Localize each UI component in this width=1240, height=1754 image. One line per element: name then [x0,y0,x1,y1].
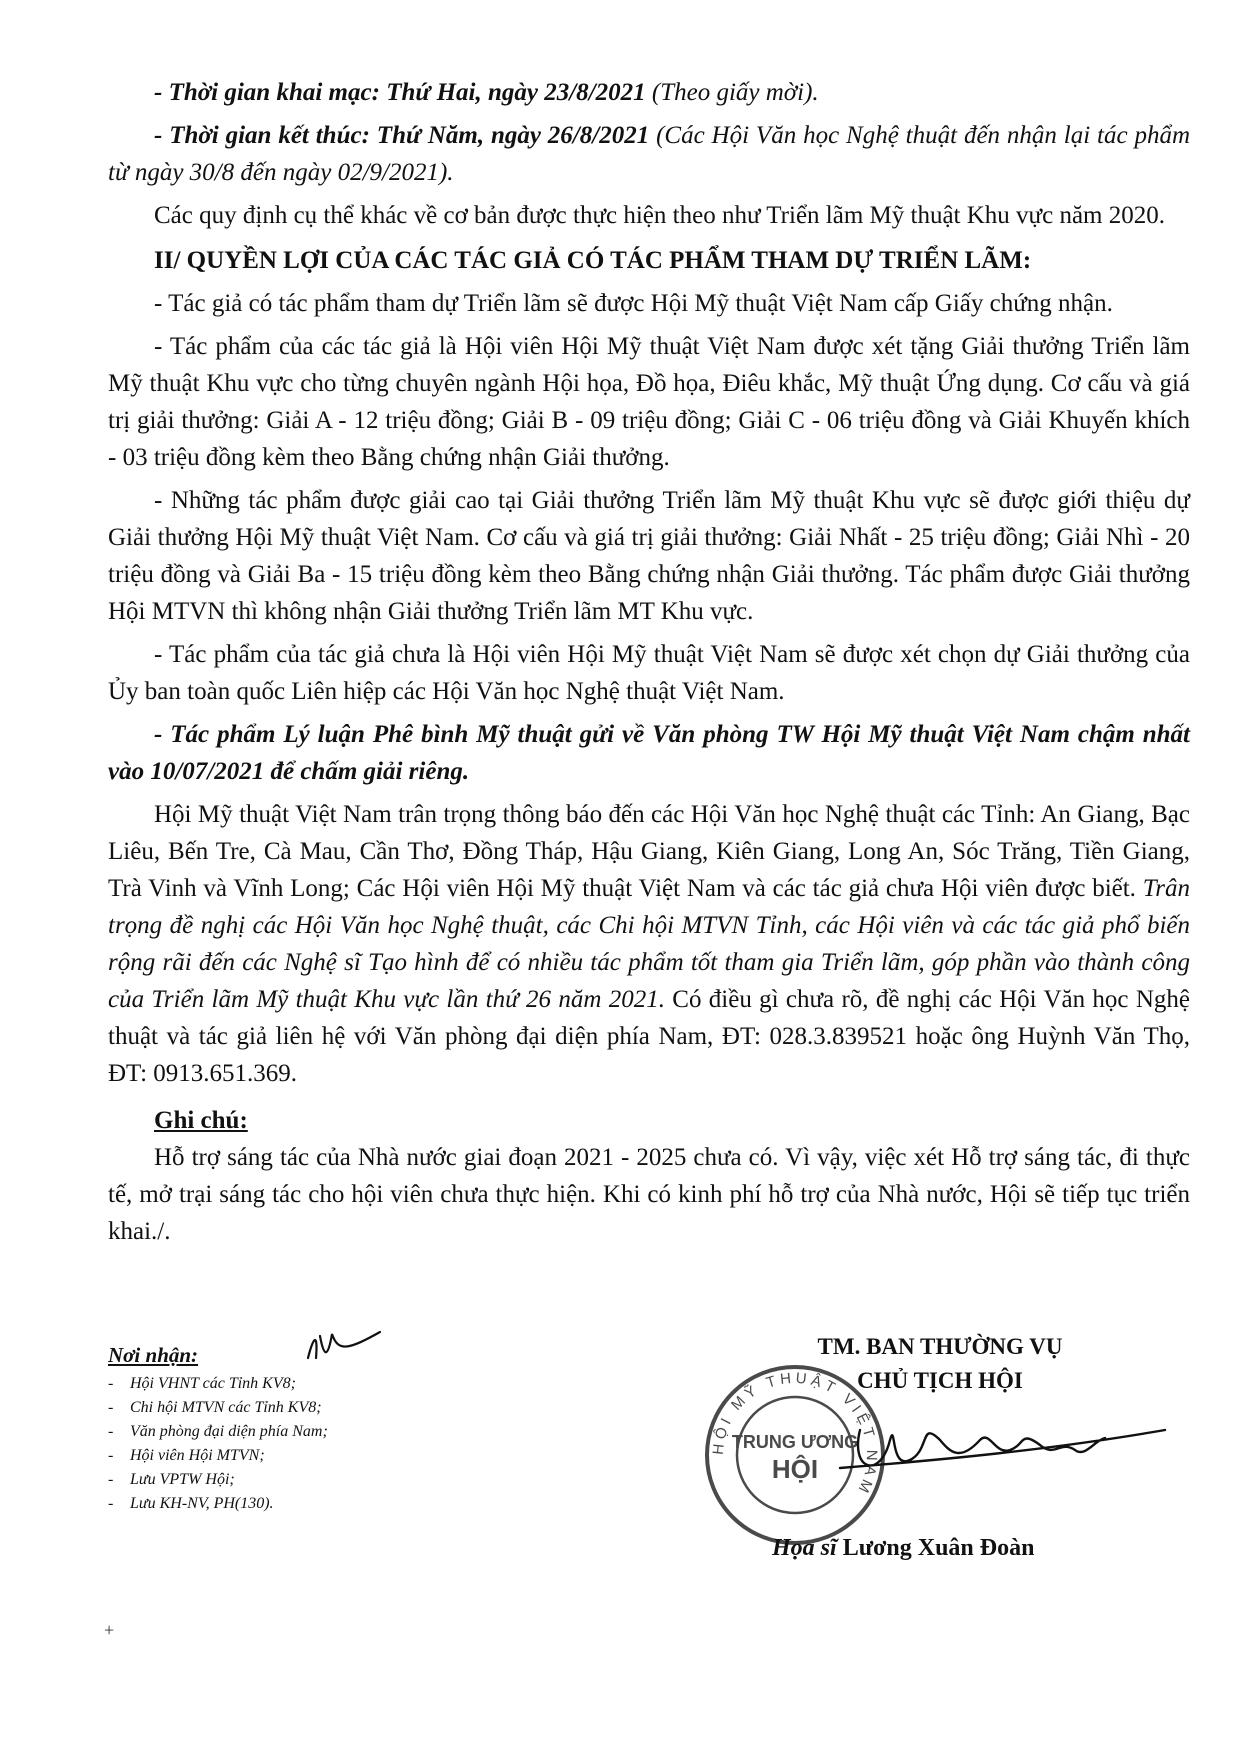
seal-center-text-2: HỘI [771,1454,819,1484]
closing-time-note: (Các Hội Văn học Nghệ thuật đến nhận lại tác phẩm từ ngày 30/8 đến ngày 02/9/2021). [108,122,1191,186]
benefit-paragraph-1: - Tác giả có tác phẩm tham dự Triển lãm sẽ được Hội Mỹ thuật Việt Nam cấp Giấy chứng nhận. [154,290,1113,317]
recipient-item: - Lưu KH-NV, PH(130). [108,1492,528,1516]
section-heading: II/ QUYỀN LỢI CỦA CÁC TÁC GIẢ CÓ TÁC PHẨM THAM DỰ TRIỂN LÃM: [154,247,1032,274]
document-body [108,74,1190,1250]
recipient-item: - Chi hội MTVN các Tỉnh KV8; [108,1396,528,1420]
signer-fullname: Lương Xuân Đoàn [842,1535,1035,1561]
closing-time-date: Thứ Năm, ngày 26/8/2021 [376,122,650,149]
opening-time-paragraph [108,74,1190,111]
closing-time-paragraph [108,117,1190,191]
stray-mark: + [104,1620,115,1640]
recipients-title: Nơi nhận: [108,1343,199,1367]
handwritten-signature-icon [820,1400,1170,1500]
signer-name [772,1530,1034,1567]
note-title: Ghi chú: [154,1107,248,1134]
signature-title-line-1: TM. BAN THƯỜNG VỤ [817,1334,1063,1359]
opening-time-label: - Thời gian khai mạc: [154,79,380,106]
seal-center-text-1: TRUNG ƯƠNG [731,1432,859,1452]
benefit-paragraph-3: - Những tác phẩm được giải cao tại Giải thưởng Triển lãm Mỹ thuật Khu vực sẽ được giới thiệu dự Giải thưởng Hội Mỹ thuật Việt Nam. Cơ cấu và giá trị giải thưởng: Giải Nhất - 25 triệu đồng; Giải Nhì - 20 triệu đồng và Giải Ba - 15 triệu đồng kèm theo Bằng chứng nhận Giải thưởng. Tác phẩm được Giải thưởng Hội MTVN thì không nhận Giải thưởng Triển lãm MT Khu vực. [108,487,1190,625]
signature-title [790,1330,1090,1398]
benefit-paragraph-4: - Tác phẩm của tác giả chưa là Hội viên Hội Mỹ thuật Việt Nam sẽ được xét chọn dự Giải thưởng của Ủy ban toàn quốc Liên hiệp các Hội Văn học Nghệ thuật Việt Nam. [108,641,1190,705]
notice-part-2: Trân trọng đề nghị các Hội Văn học Nghệ thuật, các Chi hội MTVN Tỉnh, các Hội viên và các tác giả phổ biến rộng rãi đến các Nghệ sĩ Tạo hình để có nhiều tác phẩm tốt tham gia Triển lãm, góp phần vào thành công của Triển lãm Mỹ thuật Khu vực lần thứ 26 năm 2021. [108,875,1190,1013]
opening-time-note: (Theo giấy mời). [651,79,819,106]
recipient-item: - Hội VHNT các Tỉnh KV8; [108,1372,528,1396]
signature-block [700,1330,1180,1590]
benefit-paragraph-2: - Tác phẩm của các tác giả là Hội viên Hội Mỹ thuật Việt Nam được xét tặng Giải thưởng Triển lãm Mỹ thuật Khu vực cho từng chuyên ngành Hội họa, Đồ họa, Điêu khắc, Mỹ thuật Ứng dụng. Cơ cấu và giá trị giải thưởng: Giải A - 12 triệu đồng; Giải B - 09 triệu đồng; Giải C - 06 triệu đồng và Giải Khuyến khích - 03 triệu đồng kèm theo Bằng chứng nhận Giải thưởng. [108,333,1190,471]
seal-ring-text: HỘI MỸ THUẬT VIỆT NAM [709,1369,881,1499]
signer-prefix: Họa sĩ [772,1535,837,1561]
notice-paragraph [108,796,1190,1092]
recipients-block [108,1340,528,1516]
notice-part-3: Có điều gì chưa rõ, đề nghị các Hội Văn học Nghệ thuật và tác giả liên hệ với Văn phòng đại diện phía Nam, ĐT: 028.3.839521 hoặc ông Huỳnh Văn Thọ, ĐT: 0913.651.369. [108,986,1190,1087]
recipients-list [108,1372,528,1516]
note-text: Hỗ trợ sáng tác của Nhà nước giai đoạn 2021 - 2025 chưa có. Vì vậy, việc xét Hỗ trợ sáng tác, đi thực tế, mở trại sáng tác cho hội viên chưa thực hiện. Khi có kinh phí hỗ trợ của Nhà nước, Hội sẽ tiếp tục triển khai./. [108,1144,1190,1245]
recipient-item: - Lưu VPTW Hội; [108,1468,528,1492]
recipient-item: - Văn phòng đại diện phía Nam; [108,1420,528,1444]
signature-title-line-2: CHỦ TỊCH HỘI [857,1368,1023,1393]
notice-part-1: Hội Mỹ thuật Việt Nam trân trọng thông báo đến các Hội Văn học Nghệ thuật các Tỉnh: An Giang, Bạc Liêu, Bến Tre, Cà Mau, Cần Thơ, Đồng Tháp, Hậu Giang, Kiên Giang, Long An, Sóc Trăng, Tiền Giang, Trà Vinh và Vĩnh Long; Các Hội viên Hội Mỹ thuật Việt Nam và các tác giả chưa Hội viên được biết. [108,801,1190,902]
closing-time-label: - Thời gian kết thúc: [154,122,370,149]
theory-criticism-note: - Tác phẩm Lý luận Phê bình Mỹ thuật gửi về Văn phòng TW Hội Mỹ thuật Việt Nam chậm nhất vào 10/07/2021 để chấm giải riêng. [108,721,1190,785]
recipient-item: - Hội viên Hội MTVN; [108,1444,528,1468]
opening-time-date: Thứ Hai, ngày 23/8/2021 [386,79,646,106]
rules-paragraph: Các quy định cụ thể khác về cơ bản được thực hiện theo như Triển lãm Mỹ thuật Khu vực năm 2020. [154,202,1165,229]
handwritten-initials-icon [304,1328,384,1368]
